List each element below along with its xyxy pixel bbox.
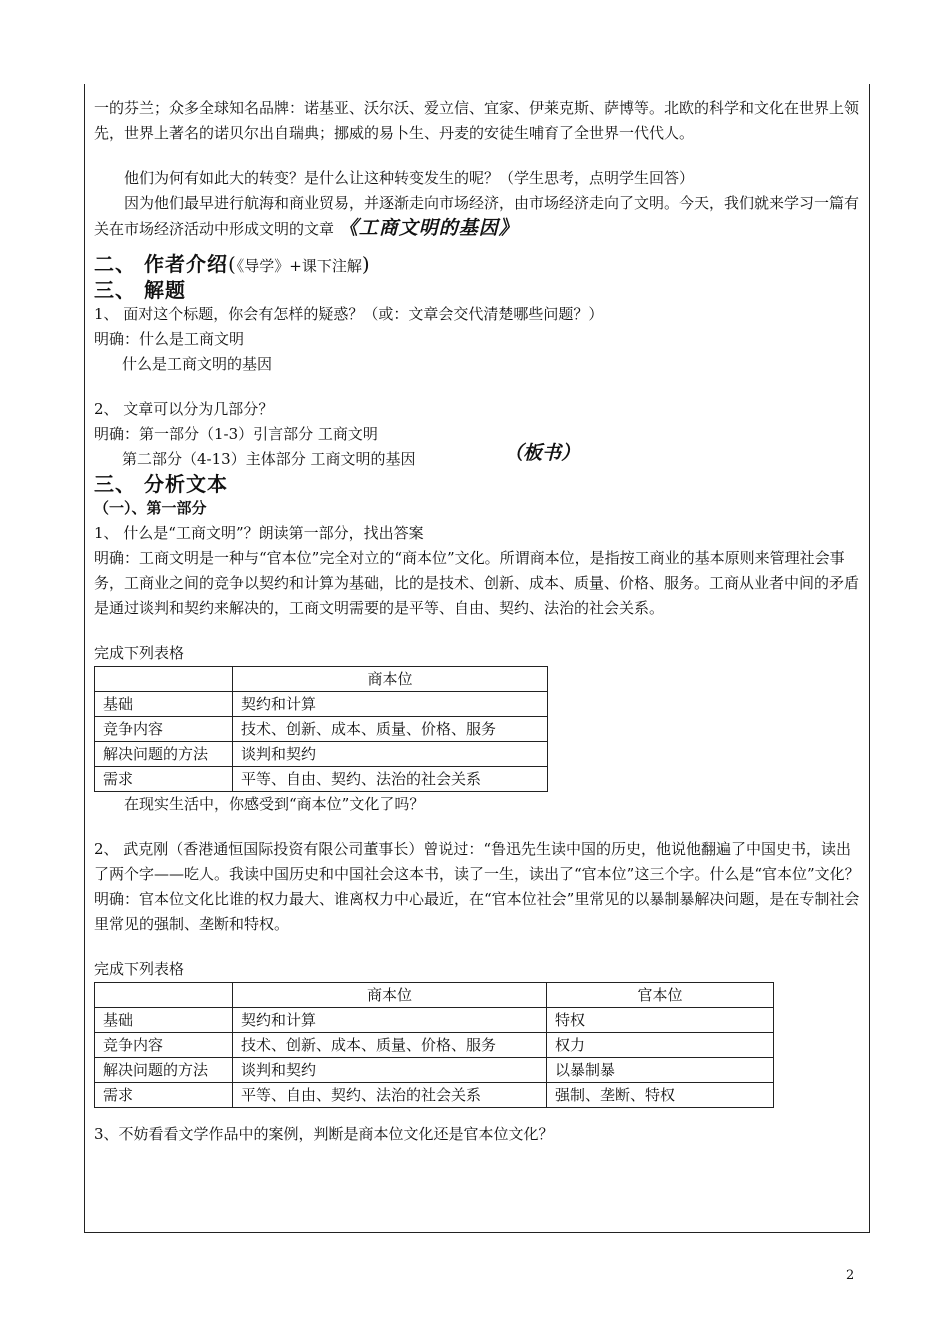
table-cell: 以暴制暴 [547, 1058, 774, 1083]
table-cell: 解决问题的方法 [95, 742, 233, 767]
table-header-row [95, 983, 774, 1008]
table-cell: 竞争内容 [95, 1033, 233, 1058]
analysis-question-1: 1、 什么是“工商文明”？朗读第一部分，找出答案 [94, 524, 424, 542]
table-header-cell: 官本位 [547, 983, 774, 1008]
table-row [95, 692, 548, 717]
reflection-question: 在现实生活中，你感受到“商本位”文化了吗？ [124, 795, 425, 813]
table-row [95, 742, 548, 767]
table-header-cell [95, 667, 233, 692]
table-cell: 权力 [547, 1033, 774, 1058]
intro-paragraph: 一的芬兰；众多全球知名品牌：诺基亚、沃尔沃、爱立信、宜家、伊莱克斯、萨博等。北欧的科学和文化在世界上领先，世界上著名的诺贝尔出自瑞典；挪威的易卜生、丹麦的安徒生哺育了全世界一代代人。 [94, 99, 860, 142]
table-cell: 技术、创新、成本、质量、价格、服务 [233, 1033, 547, 1058]
table-header-row [95, 667, 548, 692]
analysis-question-3: 3、不妨看看文学作品中的案例，判断是商本位文化还是官本位文化？ [94, 1125, 554, 1143]
analysis-question-2: 2、 武克刚（香港通恒国际投资有限公司董事长）曾说过：“鲁迅先生读中国的历史，他说他翻遍了中国史书，读出了两个字——吃人。我读中国历史和中国社会这本书，读了一生，读出了“官本位”这三个字。什么是“官本位”文化？ [94, 840, 860, 883]
table-row [95, 1083, 774, 1108]
table-cell: 契约和计算 [233, 1008, 547, 1033]
analysis-answer-2: 明确：官本位文化比谁的权力最大、谁离权力中心最近，在“官本位社会”里常见的以暴制暴解决问题，是在专制社会里常见的强制、垄断和特权。 [94, 890, 860, 933]
table-cell: 平等、自由、契约、法治的社会关系 [233, 1083, 547, 1108]
section-author-note: 《导学》+课下注解 [236, 257, 362, 275]
table-cell: 需求 [95, 767, 233, 792]
table-row [95, 1058, 774, 1083]
section-author-heading [94, 252, 862, 278]
table-row [95, 1008, 774, 1033]
section-analysis-heading: 三、 分析文本 [94, 472, 228, 496]
table1-caption: 完成下列表格 [94, 644, 185, 662]
table-cell: 特权 [547, 1008, 774, 1033]
title-answer-2-text: 第二部分（4-13）主体部分 工商文明的基因 [122, 450, 416, 468]
section-title-heading: 三、 解题 [94, 278, 186, 302]
table-cell: 契约和计算 [233, 692, 548, 717]
table-cell: 技术、创新、成本、质量、价格、服务 [233, 717, 548, 742]
section-author-title: 二、 作者介绍 [94, 252, 228, 276]
table-shangbenwei [94, 666, 548, 792]
title-question-2: 2、 文章可以分为几部分？ [94, 400, 274, 418]
article-title: 《工商文明的基因》 [338, 217, 519, 239]
intro-question: 他们为何有如此大的转变？是什么让这种转变发生的呢？（学生思考，点明学生回答） [124, 169, 695, 187]
intro-answer-text: 因为他们最早进行航海和商业贸易，并逐渐走向市场经济，由市场经济走向了文明。今天，我们就来学习一篇有关在市场经济活动中形成文明的文章 [94, 194, 860, 238]
analysis-answer-1: 明确：工商文明是一种与“官本位”完全对立的“商本位”文化。所谓商本位，是指按工商业的基本原则来管理社会事务，工商业之间的竞争以契约和计算为基础，比的是技术、创新、成本、质量、价格、服务。工商从业者中间的矛盾是通过谈判和契约来解决的，工商文明需要的是平等、自由、契约、法治的社会关系。 [94, 549, 860, 617]
table-cell: 需求 [95, 1083, 233, 1108]
page-number: 2 [846, 1268, 855, 1283]
title-answer-2-line1: 明确：第一部分（1-3）引言部分 工商文明 [94, 425, 378, 443]
table-header-cell: 商本位 [233, 983, 547, 1008]
table-cell: 平等、自由、契约、法治的社会关系 [233, 767, 548, 792]
table-cell: 谈判和契约 [233, 1058, 547, 1083]
table-header-cell: 商本位 [233, 667, 548, 692]
document-body [94, 96, 862, 1147]
table-cell: 基础 [95, 1008, 233, 1033]
title-answer-2-line2 [94, 442, 862, 472]
title-question-1: 1、 面对这个标题，你会有怎样的疑惑？（或：文章会交代清楚哪些问题？） [94, 305, 604, 323]
table-cell: 强制、垄断、特权 [547, 1083, 774, 1108]
intro-answer [94, 191, 862, 242]
table-comparison [94, 982, 774, 1108]
table-row [95, 767, 548, 792]
section-author-paren-close: ) [361, 252, 371, 276]
table-row [95, 717, 548, 742]
title-answer-1-line2: 什么是工商文明的基因 [122, 355, 273, 373]
table-cell: 谈判和契约 [233, 742, 548, 767]
board-note: （板书） [504, 442, 581, 464]
part-one-subheading: （一）、第一部分 [94, 499, 207, 517]
table-row [95, 1033, 774, 1058]
table-cell: 竞争内容 [95, 717, 233, 742]
table-cell: 基础 [95, 692, 233, 717]
table-header-cell [95, 983, 233, 1008]
table-cell: 解决问题的方法 [95, 1058, 233, 1083]
title-answer-1-line1: 明确：什么是工商文明 [94, 330, 245, 348]
table2-caption: 完成下列表格 [94, 960, 185, 978]
section-author-paren-open: ( [227, 252, 237, 276]
